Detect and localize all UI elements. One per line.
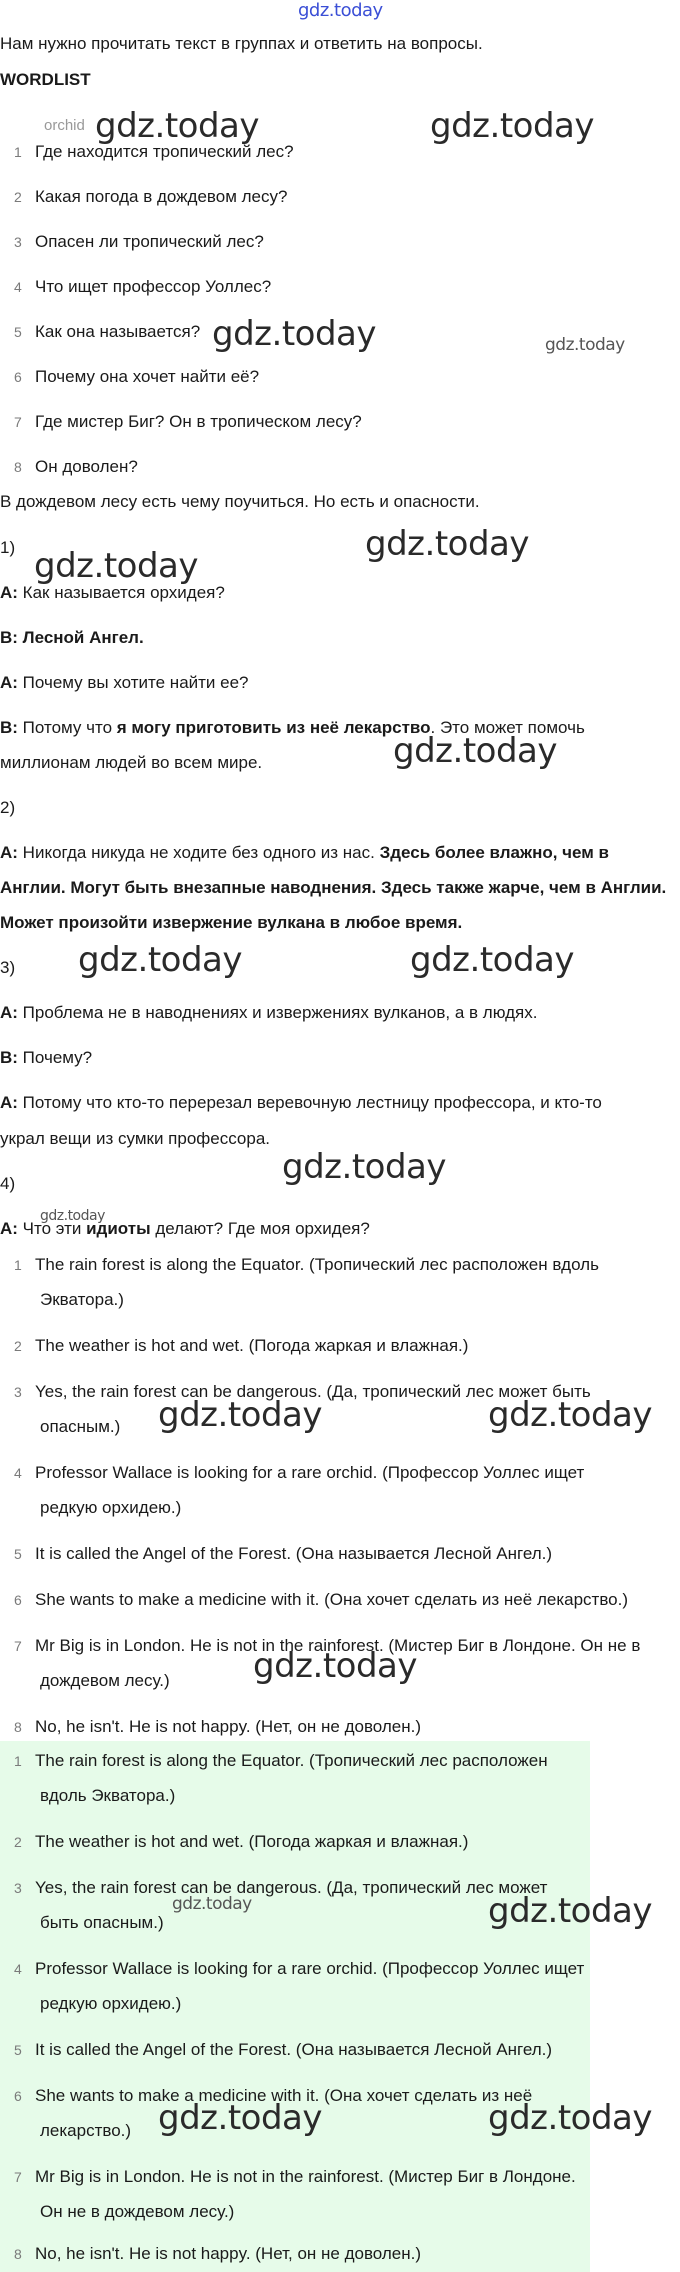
list-text: Где находится тропический лес? [35, 142, 294, 161]
watermark: gdz.today [393, 731, 557, 771]
watermark: gdz.today [212, 314, 376, 354]
list-number: 4 [14, 279, 22, 295]
list-text: It is called the Angel of the Forest. (Она называется Лесной Ангел.) [35, 2040, 553, 2059]
speech: Потому что [17, 718, 117, 737]
rainforest-intro: В дождевом лесу есть чему поучиться. Но есть и опасности. [0, 492, 480, 511]
list-text: Mr Big is in London. He is not in the rainforest. (Мистер Биг в Лондоне. Он не в [35, 1636, 641, 1655]
list-text: Что ищет профессор Уоллес? [35, 277, 272, 296]
watermark: gdz.today [253, 1646, 417, 1686]
list-number: 1 [14, 144, 22, 160]
speech: Почему вы хотите найти ее? [17, 673, 249, 692]
list-text: The weather is hot and wet. (Погода жаркая и влажная.) [35, 1336, 469, 1355]
list-text: Professor Wallace is looking for a rare orchid. (Профессор Уоллес ищет [35, 1959, 585, 1978]
list-text: No, he isn't. He is not happy. (Нет, он не доволен.) [35, 1717, 422, 1736]
speaker: A: [0, 1003, 18, 1022]
dialogue-line [0, 1091, 602, 1115]
list-text: Mr Big is in London. He is not in the rainforest. (Мистер Биг в Лондоне. [35, 2167, 576, 2186]
dialogue-line: Может произойти извержение вулкана в любое время. [0, 913, 463, 932]
list-number: 8 [14, 459, 22, 475]
list-number: 4 [14, 1465, 22, 1481]
watermark: gdz.today [298, 0, 383, 21]
list-text: лекарство.) [40, 2121, 132, 2140]
list-number: 8 [14, 2246, 22, 2262]
dialogue-line [0, 671, 249, 695]
list-number: 6 [14, 1592, 22, 1608]
watermark: gdz.today [282, 1147, 446, 1187]
list-text: дождевом лесу.) [40, 1671, 170, 1690]
speech: Почему? [17, 1048, 93, 1067]
watermark: gdz.today [78, 940, 242, 980]
speech: делают? Где моя орхидея? [150, 1219, 370, 1238]
list-number: 4 [14, 1961, 22, 1977]
list-number: 8 [14, 1719, 22, 1735]
dialogue-line [0, 841, 609, 865]
speech-bold: я могу приготовить из неё лекарство [116, 718, 431, 737]
list-text: Professor Wallace is looking for a rare orchid. (Профессор Уоллес ищет [35, 1463, 585, 1482]
speech: Никогда никуда не ходите без одного из нас. [17, 843, 380, 862]
list-number: 2 [14, 189, 22, 205]
watermark: gdz.today [34, 546, 198, 586]
list-number: 3 [14, 1880, 22, 1896]
list-text: Он доволен? [35, 457, 138, 476]
speaker: A: [0, 673, 18, 692]
speaker: A: [0, 843, 18, 862]
dialogue-line: Англии. Могут быть внезапные наводнения. Здесь также жарче, чем в Англии. [0, 878, 667, 897]
list-number: 7 [14, 2169, 22, 2185]
speech: Потому что кто-то перерезал веревочную лестницу профессора, и кто-то [17, 1093, 602, 1112]
list-number: 2 [14, 1834, 22, 1850]
list-text: редкую орхидею.) [40, 1994, 182, 2013]
list-text: вдоль Экватора.) [40, 1786, 176, 1805]
section-label: 1) [0, 538, 16, 557]
speaker: A: [0, 1093, 18, 1112]
list-number: 1 [14, 1753, 22, 1769]
list-text: Yes, the rain forest can be dangerous. (Да, тропический лес может [35, 1878, 548, 1897]
list-text: Yes, the rain forest can be dangerous. (Да, тропический лес может быть [35, 1382, 591, 1401]
section-label: 3) [0, 958, 16, 977]
intro-text: Нам нужно прочитать текст в группах и ответить на вопросы. [0, 34, 483, 53]
speech: Как называется орхидея? [17, 583, 225, 602]
watermark: gdz.today [488, 2098, 652, 2138]
list-text: No, he isn't. He is not happy. (Нет, он не доволен.) [35, 2244, 422, 2263]
speech: Что эти [17, 1219, 87, 1238]
wordlist-heading: WORDLIST [0, 70, 91, 89]
dialogue-line [0, 1001, 537, 1025]
dialogue-line [0, 1046, 92, 1070]
list-text: Опасен ли тропический лес? [35, 232, 264, 251]
watermark: gdz.today [430, 106, 594, 146]
list-number: 5 [14, 324, 22, 340]
list-text: Он не в дождевом лесу.) [40, 2202, 235, 2221]
watermark: gdz.today [545, 335, 625, 355]
list-number: 3 [14, 234, 22, 250]
list-text: опасным.) [40, 1417, 121, 1436]
speaker: A: [0, 1219, 18, 1238]
dialogue-line: миллионам людей во всем мире. [0, 753, 263, 772]
speech: Проблема не в наводнениях и извержениях вулканов, а в людях. [17, 1003, 538, 1022]
watermark: gdz.today [40, 1208, 105, 1224]
list-text: Как она называется? [35, 322, 201, 341]
list-number: 5 [14, 2042, 22, 2058]
section-label: 4) [0, 1174, 16, 1193]
speech-bold: Здесь более влажно, чем в [379, 843, 610, 862]
watermark: gdz.today [488, 1891, 652, 1931]
list-text: She wants to make a medicine with it. (Она хочет сделать из неё [35, 2086, 533, 2105]
watermark: gdz.today [158, 2098, 322, 2138]
list-text: Почему она хочет найти её? [35, 367, 260, 386]
watermark: gdz.today [410, 940, 574, 980]
watermark: gdz.today [172, 1894, 252, 1914]
list-text: Какая погода в дождевом лесу? [35, 187, 288, 206]
dialogue-line: B: Лесной Ангел. [0, 628, 144, 647]
list-number: 7 [14, 414, 22, 430]
speaker: A: [0, 583, 18, 602]
speech: . Это может помочь [430, 718, 585, 737]
dialogue-line: украл вещи из сумки профессора. [0, 1129, 270, 1148]
section-label: 2) [0, 798, 16, 817]
list-text: редкую орхидею.) [40, 1498, 182, 1517]
watermark: gdz.today [95, 106, 259, 146]
list-text: The rain forest is along the Equator. (Тропический лес расположен [35, 1751, 548, 1770]
watermark: gdz.today [488, 1395, 652, 1435]
speech-bold: идиоты [86, 1219, 151, 1238]
list-text: It is called the Angel of the Forest. (Она называется Лесной Ангел.) [35, 1544, 553, 1563]
list-text: She wants to make a medicine with it. (Она хочет сделать из неё лекарство.) [35, 1590, 628, 1609]
list-number: 3 [14, 1384, 22, 1400]
list-text: The rain forest is along the Equator. (Тропический лес расположен вдоль [35, 1255, 599, 1274]
list-number: 6 [14, 2088, 22, 2104]
list-number: 2 [14, 1338, 22, 1354]
list-text: Где мистер Биг? Он в тропическом лесу? [35, 412, 362, 431]
list-number: 6 [14, 369, 22, 385]
list-number: 1 [14, 1257, 22, 1273]
wordlist-word: orchid [44, 117, 85, 134]
watermark: gdz.today [365, 524, 529, 564]
speaker: B: [0, 1048, 18, 1067]
watermark: gdz.today [158, 1395, 322, 1435]
speaker: B: [0, 718, 18, 737]
list-number: 7 [14, 1638, 22, 1654]
list-number: 5 [14, 1546, 22, 1562]
list-text: Экватора.) [40, 1290, 124, 1309]
list-text: быть опасным.) [40, 1913, 164, 1932]
list-text: The weather is hot and wet. (Погода жаркая и влажная.) [35, 1832, 469, 1851]
